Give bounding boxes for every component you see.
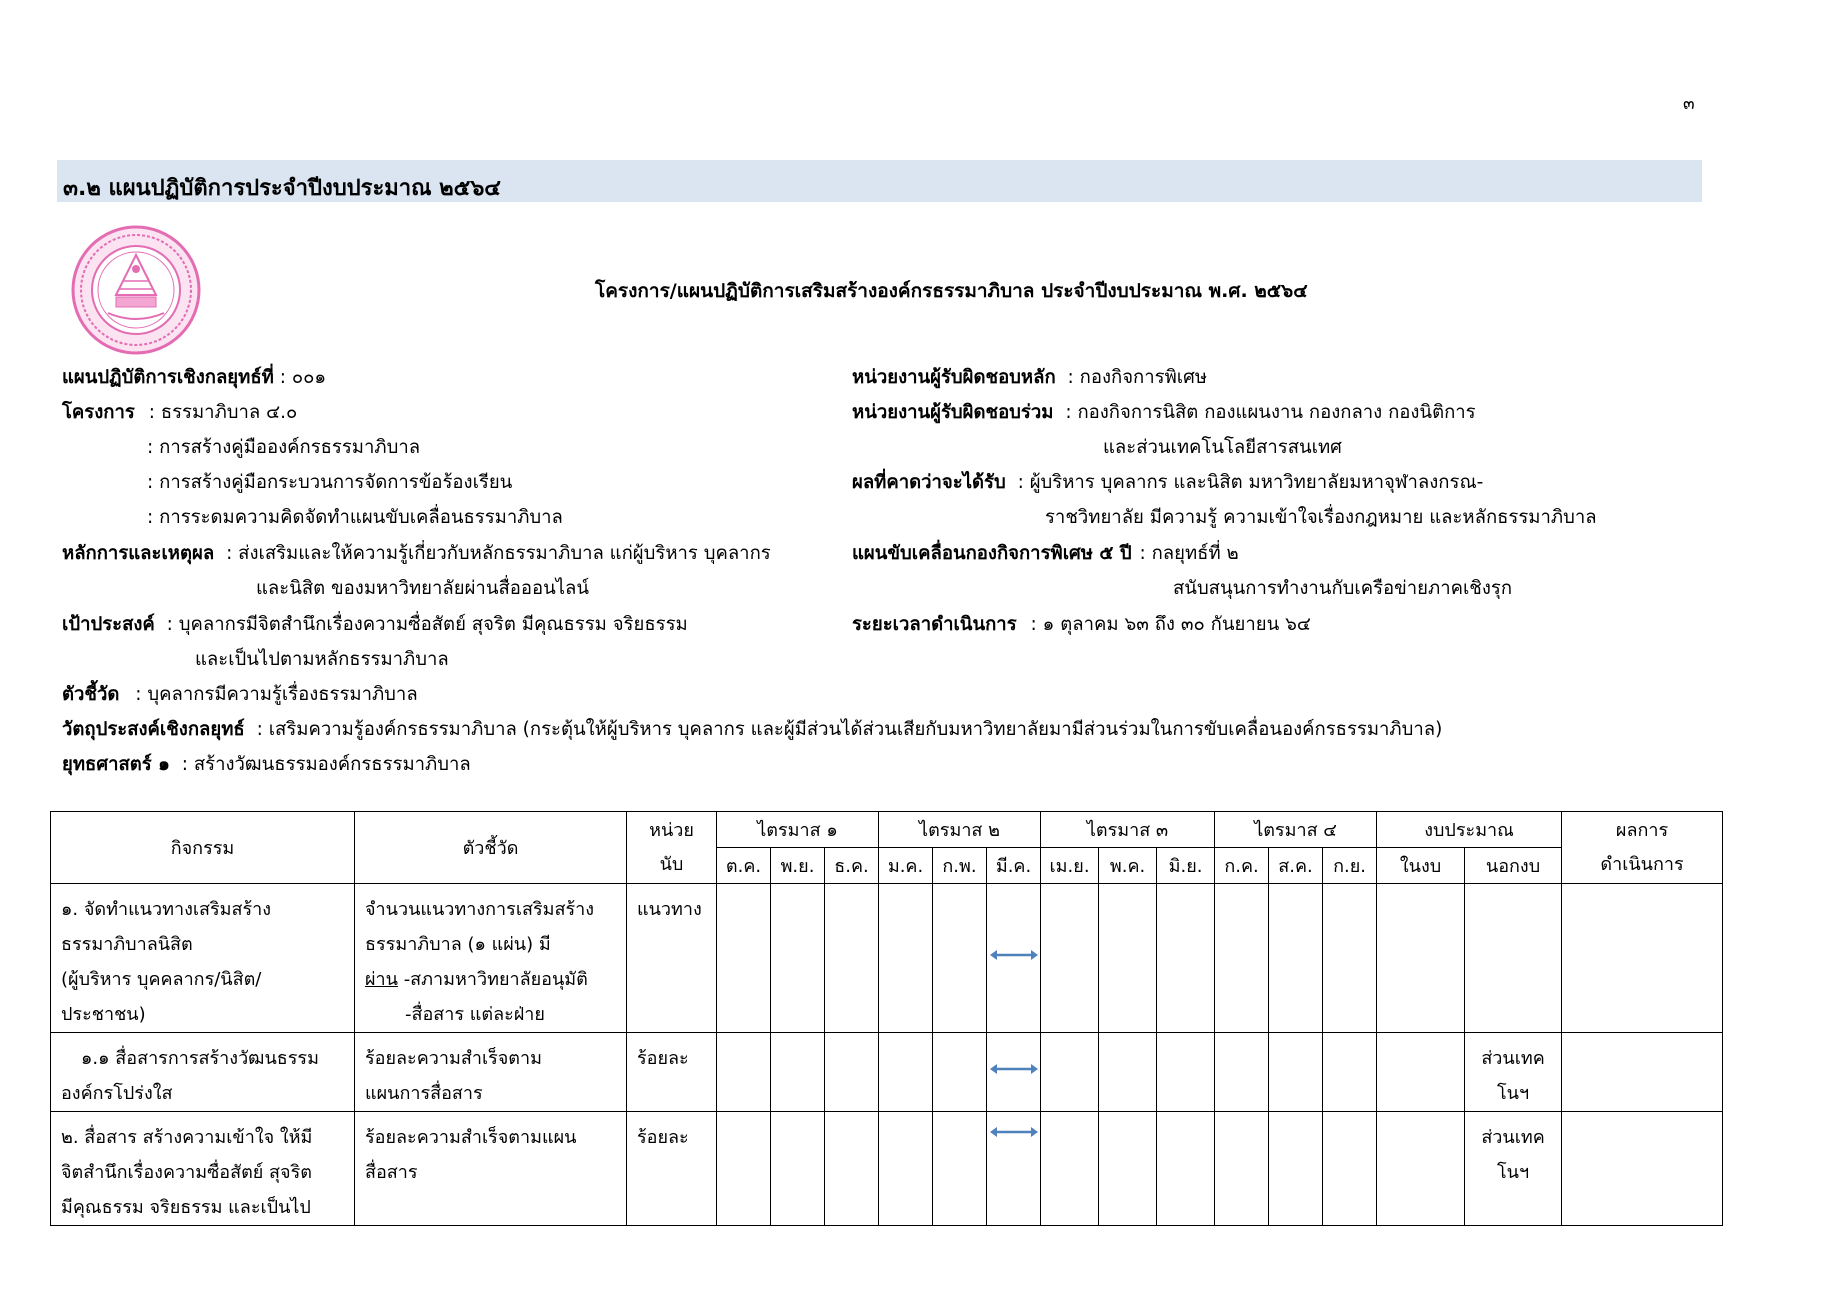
co-unit-value: : กองกิจการนิสิต กองแผนงาน กองกลาง กองนิติการ (1065, 402, 1476, 423)
indicator-line: ธรรมาภิบาล (๑ แผ่น) มี (365, 934, 551, 955)
project-item: : การสร้างคู่มือองค์กรธรรมาภิบาล (147, 437, 421, 458)
header-quarter: ไตรมาส ๓ (1041, 812, 1215, 848)
university-seal-icon (68, 225, 204, 355)
drive-plan-line (852, 541, 1239, 567)
timeline-arrow-icon (990, 949, 1038, 961)
unit-text: ร้อยละ (637, 1127, 689, 1148)
strategic-plan-label: แผนปฏิบัติการเชิงกลยุทธ์ที่ (62, 367, 274, 388)
activity-line: (ผู้บริหาร บุคคลากร/นิสิต/ (61, 969, 262, 990)
drive-plan-label: แผนขับเคลื่อนกองกิจการพิเศษ ๕ ปี (852, 543, 1132, 564)
activity-line: องค์กรโปร่งใส (61, 1083, 173, 1104)
indicator-line: จำนวนแนวทางการเสริมสร้าง (365, 899, 595, 920)
out-budget-line: ส่วนเทค (1481, 1048, 1545, 1069)
objective-label: เป้าประสงค์ (62, 614, 155, 635)
strategy-line (62, 752, 471, 778)
out-budget-cell (1465, 1112, 1562, 1226)
activity-line: ๒. สื่อสาร สร้างความเข้าใจ ให้มี (61, 1127, 313, 1148)
header-result-line: ดำเนินการ (1600, 853, 1684, 875)
unit-cell (627, 884, 717, 1033)
main-title: โครงการ/แผนปฏิบัติการเสริมสร้างองค์กรธรรมาภิบาล ประจำปีงบประมาณ พ.ศ. ๒๕๖๔ (595, 280, 1308, 302)
indicator-line (62, 682, 418, 708)
month-cell-mar (987, 1112, 1041, 1226)
action-plan-table (50, 811, 1723, 1226)
header-month: พ.ย. (771, 848, 825, 884)
activity-line: ประชาชน) (61, 1004, 146, 1025)
indicator-cell (355, 1112, 627, 1226)
indicator-line: -สื่อสาร แต่ละฝ่าย (405, 1004, 545, 1025)
header-unit (627, 812, 717, 884)
unit-text: แนวทาง (637, 899, 702, 920)
project-line (62, 400, 297, 426)
activity-cell (51, 884, 355, 1033)
header-month: ส.ค. (1269, 848, 1323, 884)
drive-plan-value: สนับสนุนการทำงานกับเครือข่ายภาคเชิงรุก (1173, 578, 1513, 599)
header-in-budget: ในงบ (1377, 848, 1465, 884)
page-number: ๓ (1683, 94, 1695, 114)
objective-text: : บุคลากรมีจิตสำนึกเรื่องความซื่อสัตย์ สุจริต มีคุณธรรม จริยธรรม (166, 614, 688, 635)
activity-cell (51, 1112, 355, 1226)
table-row (51, 1033, 1723, 1112)
project-label: โครงการ (62, 402, 135, 423)
strategy-label: ยุทธศาสตร์ ๑ (62, 754, 170, 775)
indicator-line: แผนการสื่อสาร (365, 1083, 483, 1104)
header-out-budget: นอกงบ (1465, 848, 1562, 884)
unit-text: ร้อยละ (637, 1048, 689, 1069)
main-unit-value: : กองกิจการพิเศษ (1067, 367, 1208, 388)
header-unit-line: หน่วย (649, 819, 694, 841)
header-activity: กิจกรรม (51, 812, 355, 884)
header-quarter: ไตรมาส ๒ (879, 812, 1041, 848)
strategic-objective-label: วัตถุประสงค์เชิงกลยุทธ์ (62, 719, 245, 740)
rationale-line (62, 541, 771, 567)
indicator-line: สื่อสาร (365, 1162, 418, 1183)
activity-cell (51, 1033, 355, 1112)
out-budget-cell (1465, 1033, 1562, 1112)
indicator-pass-rest: -สภามหาวิทยาลัยอนุมัติ (397, 969, 588, 990)
header-month: ธ.ค. (825, 848, 879, 884)
period-label: ระยะเวลาดำเนินการ (852, 614, 1017, 635)
month-cell-mar (987, 884, 1041, 1033)
header-quarter: ไตรมาส ๔ (1215, 812, 1377, 848)
strategic-plan-line (62, 365, 326, 391)
activity-line: ๑.๑ สื่อสารการสร้างวัฒนธรรม (81, 1048, 319, 1069)
rationale-text: และนิสิต ของมหาวิทยาลัยผ่านสื่อออนไลน์ (256, 578, 590, 599)
table-row (51, 1112, 1723, 1226)
header-month: ต.ค. (717, 848, 771, 884)
co-unit-label: หน่วยงานผู้รับผิดชอบร่วม (852, 402, 1054, 423)
project-item: : การสร้างคู่มือกระบวนการจัดการข้อร้องเรียน (147, 472, 513, 493)
month-cell-mar (987, 1033, 1041, 1112)
header-month: ก.ย. (1323, 848, 1377, 884)
indicator-text: : บุคลากรมีความรู้เรื่องธรรมาภิบาล (135, 684, 418, 705)
activity-line: จิตสำนึกเรื่องความซื่อสัตย์ สุจริต (61, 1162, 312, 1183)
timeline-arrow-icon (990, 1063, 1038, 1075)
period-line (852, 612, 1311, 638)
rationale-text: : ส่งเสริมและให้ความรู้เกี่ยวกับหลักธรรมาภิบาล แก่ผู้บริหาร บุคลากร (226, 543, 771, 564)
header-month: มี.ค. (987, 848, 1041, 884)
activity-line: ๑. จัดทำแนวทางเสริมสร้าง (61, 899, 272, 920)
indicator-label: ตัวชี้วัด (62, 684, 120, 705)
expected-label: ผลที่คาดว่าจะได้รับ (852, 472, 1006, 493)
objective-line (62, 612, 688, 638)
objective-text: และเป็นไปตามหลักธรรมาภิบาล (195, 649, 449, 670)
strategic-objective-text: : เสริมความรู้องค์กรธรรมาภิบาล (กระตุ้นให้ผู้บริหาร บุคลากร และผู้มีส่วนได้ส่วนเสียกับมหาวิทยาลัยมามีส่วนร่วมในการขับเคลื่อนองค์กรธรรมาภิบาล) (256, 719, 1443, 740)
unit-cell (627, 1112, 717, 1226)
header-quarter: ไตรมาส ๑ (717, 812, 879, 848)
header-budget: งบประมาณ (1377, 812, 1562, 848)
co-unit-value: และส่วนเทคโนโลยีสารสนเทศ (1103, 437, 1342, 458)
timeline-arrow-icon (990, 1126, 1038, 1138)
header-month: ก.พ. (933, 848, 987, 884)
out-budget-line: โนฯ (1497, 1162, 1530, 1183)
header-month: ม.ค. (879, 848, 933, 884)
indicator-line: ร้อยละความสำเร็จตามแผน (365, 1127, 577, 1148)
table-header-row (51, 812, 1723, 848)
strategy-text: : สร้างวัฒนธรรมองค์กรธรรมาภิบาล (181, 754, 471, 775)
co-unit-line (852, 400, 1476, 426)
header-month: พ.ค. (1099, 848, 1157, 884)
main-unit-line (852, 365, 1207, 391)
indicator-cell (355, 884, 627, 1033)
indicator-pass: ผ่าน (365, 969, 398, 990)
indicator-line (365, 962, 620, 997)
header-indicator: ตัวชี้วัด (355, 812, 627, 884)
main-unit-label: หน่วยงานผู้รับผิดชอบหลัก (852, 367, 1056, 388)
header-result (1562, 812, 1723, 884)
drive-plan-value: : กลยุทธ์ที่ ๒ (1139, 543, 1239, 564)
expected-text: : ผู้บริหาร บุคลากร และนิสิต มหาวิทยาลัยมหาจุฬาลงกรณ- (1017, 472, 1484, 493)
activity-line: ธรรมาภิบาลนิสิต (61, 934, 193, 955)
strategic-plan-value: : ๐๐๑ (279, 367, 327, 388)
period-value: : ๑ ตุลาคม ๖๓ ถึง ๓๐ กันยายน ๖๔ (1030, 614, 1311, 635)
out-budget-line: ส่วนเทค (1481, 1127, 1545, 1148)
indicator-cell (355, 1033, 627, 1112)
unit-cell (627, 1033, 717, 1112)
header-month: มิ.ย. (1157, 848, 1215, 884)
rationale-label: หลักการและเหตุผล (62, 543, 215, 564)
strategic-objective-line (62, 717, 1442, 743)
expected-text: ราชวิทยาลัย มีความรู้ ความเข้าใจเรื่องกฎหมาย และหลักธรรมาภิบาล (1045, 507, 1597, 528)
expected-line (852, 470, 1483, 496)
project-item: : ธรรมาภิบาล ๔.๐ (148, 402, 298, 423)
project-item: : การระดมความคิดจัดทำแผนขับเคลื่อนธรรมาภิบาล (147, 507, 563, 528)
indicator-line: ร้อยละความสำเร็จตาม (365, 1048, 542, 1069)
header-result-line: ผลการ (1615, 819, 1669, 841)
table-row (51, 884, 1723, 1033)
section-title: ๓.๒ แผนปฏิบัติการประจำปีงบประมาณ ๒๕๖๔ (57, 160, 1702, 202)
header-month: ก.ค. (1215, 848, 1269, 884)
header-unit-line: นับ (659, 853, 684, 875)
activity-line: มีคุณธรรม จริยธรรม และเป็นไป (61, 1197, 311, 1218)
header-month: เม.ย. (1041, 848, 1099, 884)
out-budget-line: โนฯ (1497, 1083, 1530, 1104)
